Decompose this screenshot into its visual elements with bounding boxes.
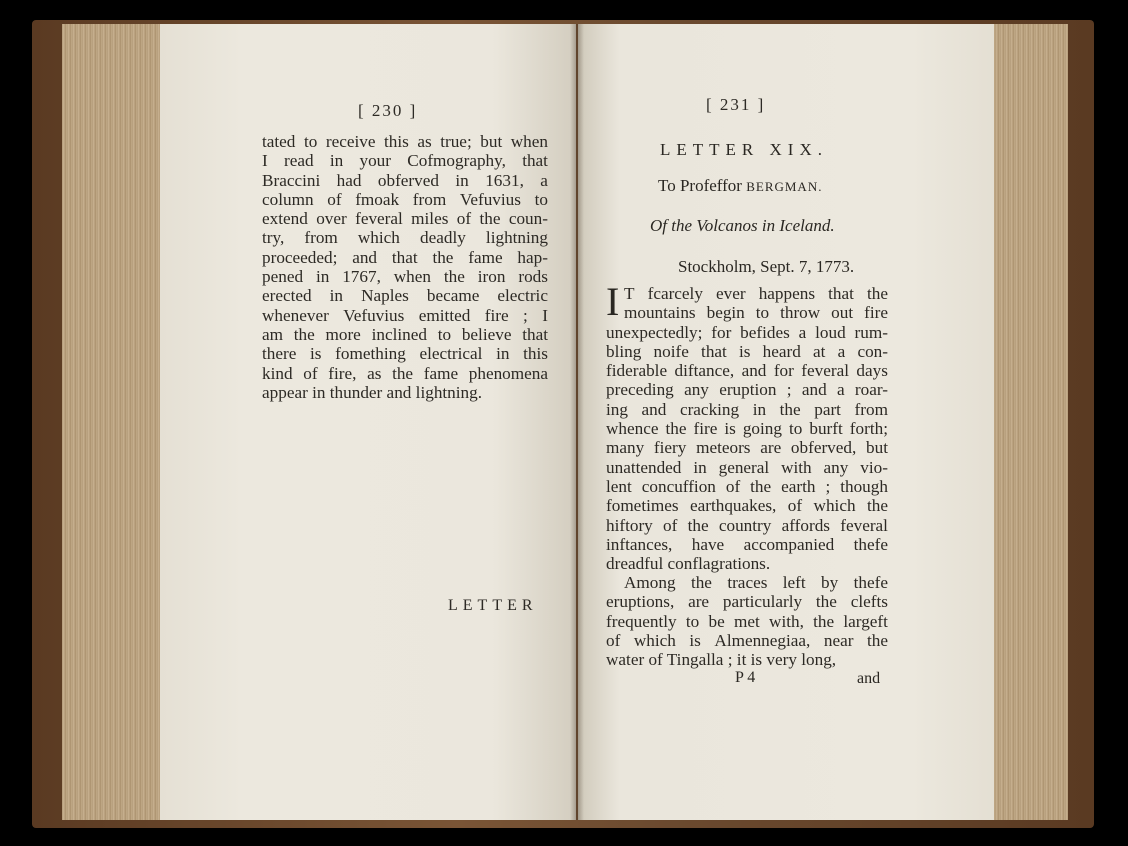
word: roar- (854, 380, 888, 400)
text-line (606, 380, 888, 399)
text-line (262, 151, 548, 170)
word: meteors (696, 438, 751, 458)
word: ; (786, 380, 792, 400)
word: read (284, 151, 314, 171)
word: deadly (420, 228, 466, 248)
word: whence (606, 419, 659, 439)
word: any (823, 457, 849, 477)
word: the (392, 363, 414, 383)
word: of (456, 209, 472, 229)
word: eruptions, (606, 592, 675, 612)
right-paragraph-1 (606, 279, 888, 574)
word: fomething (335, 344, 406, 364)
recipient-name: BERGMAN. (746, 179, 823, 194)
word: inftances, (606, 534, 673, 554)
right-paragraph-2 (606, 573, 888, 669)
text-line (262, 364, 548, 383)
text-line (606, 477, 888, 496)
word: fame (468, 247, 503, 267)
word: feveral (801, 361, 849, 381)
word: is (689, 630, 701, 650)
word: is (739, 341, 751, 361)
word: coun- (508, 209, 548, 229)
word: fire (864, 303, 888, 323)
text-line (606, 342, 888, 361)
word: that (522, 324, 548, 344)
word: extend (262, 209, 308, 229)
text-line-content: water of Tingalla ; it is very long, (606, 650, 837, 670)
word: rum- (854, 322, 888, 342)
word: lent (606, 476, 632, 496)
word: general (718, 457, 770, 477)
word: a (798, 322, 807, 342)
word: the (815, 592, 837, 612)
signature-mark: P 4 (735, 669, 756, 686)
word: Cofmography, (407, 151, 506, 171)
letter-heading: LETTER XIX. (660, 140, 828, 159)
text-line (262, 171, 548, 190)
text-line (606, 612, 888, 631)
word: try, (262, 228, 285, 248)
word: fcarcely (647, 284, 703, 303)
word: Almennegiaa, (714, 630, 811, 650)
text-line-content: appear in thunder and lightning. (262, 382, 483, 402)
word: the (690, 573, 712, 592)
word: affords (781, 515, 830, 535)
word: ever (716, 284, 746, 303)
word: in (315, 267, 330, 287)
text-line (262, 267, 548, 286)
word: ; (825, 476, 831, 496)
word: fire (484, 305, 509, 325)
word: to (788, 419, 803, 439)
word: miles (411, 209, 449, 229)
word: to (437, 324, 452, 344)
word: to (303, 132, 318, 151)
word: in (329, 151, 344, 171)
word: more (325, 324, 361, 344)
word: the (866, 630, 888, 650)
word: to (685, 611, 700, 631)
left-page-edges (62, 24, 166, 820)
word: in (496, 344, 510, 364)
book-gutter (570, 24, 584, 820)
text-line (606, 631, 888, 650)
word: Naples (361, 286, 409, 306)
word: true; (440, 132, 472, 151)
word: a (836, 380, 845, 400)
word: many (606, 438, 645, 458)
word: have (691, 534, 725, 554)
word: pened (262, 267, 304, 287)
word: the (293, 324, 315, 344)
word: earth (781, 476, 816, 496)
word: I (262, 151, 268, 171)
letter-dateline: Stockholm, Sept. 7, 1773. (678, 257, 855, 276)
word: accompanied (743, 534, 835, 554)
word: but (866, 438, 888, 458)
word: hap- (517, 247, 548, 267)
word: fiery (653, 438, 687, 458)
word: at (813, 341, 826, 361)
text-line (262, 190, 548, 209)
word: as (417, 132, 432, 151)
word: the (866, 496, 888, 516)
word: obferved (377, 170, 439, 190)
letter-recipient (658, 176, 822, 196)
text-line (606, 573, 888, 592)
right-catchword: and (857, 670, 881, 687)
word: loud (815, 322, 846, 342)
word: going (742, 419, 782, 439)
word: feveral (355, 209, 403, 229)
word: when (510, 132, 548, 151)
word: there (262, 344, 297, 364)
word: fometimes (606, 496, 679, 516)
word: preceding (606, 380, 674, 400)
word: rods (518, 267, 548, 287)
word: from (412, 189, 447, 209)
word: became (426, 286, 480, 306)
word: to (534, 189, 548, 209)
text-line (606, 303, 888, 322)
word: bling (606, 341, 642, 361)
word: a (837, 341, 846, 361)
word: of (725, 476, 741, 496)
text-line (606, 516, 888, 535)
word: fire (693, 419, 718, 439)
text-line (606, 592, 888, 611)
drop-cap: I (606, 279, 620, 324)
word: and (641, 399, 667, 419)
word: believe (461, 324, 512, 344)
word: days (856, 361, 888, 381)
word: 1631, (485, 170, 524, 190)
word: particularly (722, 592, 803, 612)
word: Vefuvius (459, 189, 521, 209)
word: and (352, 247, 378, 267)
word: befides (740, 322, 790, 342)
word: and (741, 361, 767, 381)
word: which (633, 630, 676, 650)
text-line (262, 325, 548, 344)
word: part (814, 399, 841, 419)
word: of (327, 189, 342, 209)
word: inclined (371, 324, 427, 344)
word: electric (497, 286, 548, 306)
word: phenomena (468, 363, 548, 383)
word: unattended (606, 457, 682, 477)
word: Braccini (262, 170, 321, 190)
word: obferved, (790, 438, 857, 458)
word: concuffion (641, 476, 716, 496)
word: by (821, 573, 839, 592)
word: for (711, 322, 732, 342)
word: thefe (853, 573, 888, 592)
word: had (336, 170, 362, 190)
right-page-number: [ 231 ] (706, 95, 766, 114)
word: and (801, 380, 827, 400)
right-page-edges (990, 24, 1068, 820)
word: are (760, 438, 782, 458)
word: unexpectedly; (606, 322, 703, 342)
word: which (813, 496, 856, 516)
word: electrical (419, 344, 483, 364)
text-line (606, 419, 888, 438)
word: this (383, 132, 409, 151)
word: diftance, (674, 361, 735, 381)
word: the (432, 247, 454, 267)
left-catchword: LETTER (448, 597, 538, 614)
text-line (606, 496, 888, 515)
word: that (701, 341, 727, 361)
word: frequently (606, 611, 677, 631)
word: that (522, 151, 548, 171)
text-line (606, 650, 888, 669)
word: the (813, 611, 835, 631)
word: fiderable (606, 361, 668, 381)
word: clefts (850, 592, 888, 612)
text-line (262, 344, 548, 363)
left-page-number: [ 230 ] (358, 101, 418, 120)
word: receive (325, 132, 376, 151)
word: but (480, 132, 503, 151)
word: the (443, 267, 465, 287)
word: of (303, 363, 318, 383)
word: this (523, 344, 548, 364)
left-page-body (262, 132, 548, 402)
text-line (262, 132, 548, 151)
word: column (262, 189, 314, 209)
word: of (606, 630, 621, 650)
word: when (393, 267, 431, 287)
word: with (781, 457, 812, 477)
word: as (367, 363, 382, 383)
word: any (684, 380, 709, 400)
word: are (688, 592, 710, 612)
word: Among (624, 573, 676, 592)
text-line (262, 306, 548, 325)
letter-subject: Of the Volcanos in Iceland. (650, 216, 835, 235)
text-line (262, 286, 548, 305)
word: the (479, 209, 501, 229)
word: the (779, 399, 801, 419)
text-line (262, 248, 548, 267)
word: traces (727, 573, 768, 592)
word: near (823, 630, 854, 650)
word: is (310, 344, 322, 364)
word: lightning (485, 228, 548, 248)
word: met (734, 611, 760, 631)
word: fame (423, 363, 459, 383)
word: the (750, 476, 772, 496)
word: tated (262, 132, 296, 151)
word: feveral (840, 515, 888, 535)
word: for (773, 361, 794, 381)
word: fire, (328, 363, 357, 383)
text-line (606, 554, 888, 573)
word: of (787, 496, 803, 516)
word: that (828, 284, 854, 303)
word: happens (758, 284, 816, 303)
word: which (357, 228, 400, 248)
word: fmoak (355, 189, 400, 209)
word: begin (706, 303, 745, 323)
word: a (540, 170, 548, 190)
word: be (708, 611, 725, 631)
word: in (693, 457, 707, 477)
word: the (665, 419, 687, 439)
word: mountains (624, 303, 696, 323)
word: proceeded; (262, 247, 338, 267)
word: forth; (849, 419, 888, 439)
text-line (262, 383, 548, 402)
word: am (262, 324, 283, 344)
word: the (867, 284, 888, 303)
word: that (391, 247, 418, 267)
word: throw (780, 303, 821, 323)
word: to (755, 303, 770, 323)
word: the (687, 515, 709, 535)
word: over (316, 209, 347, 229)
word: hiftory (606, 515, 653, 535)
recipient-prefix: To Profeffor (658, 176, 747, 195)
word: Vefuvius (343, 305, 405, 325)
word: kind (262, 363, 293, 383)
text-line (606, 361, 888, 380)
word: erected (262, 286, 312, 306)
word: 1767, (342, 267, 381, 287)
word: out (831, 303, 854, 323)
word: noife (653, 341, 689, 361)
word: though (840, 476, 888, 496)
word: from (854, 399, 888, 419)
text-line (262, 209, 548, 228)
word: I (542, 305, 548, 325)
text-line (606, 458, 888, 477)
word: earthquakes, (689, 496, 777, 516)
word: whenever (262, 305, 329, 325)
word: from (304, 228, 338, 248)
word: iron (477, 267, 506, 287)
text-line (606, 323, 888, 342)
word: your (359, 151, 391, 171)
word: is (724, 419, 736, 439)
word: left (782, 573, 806, 592)
text-line (606, 284, 888, 303)
word: in (329, 286, 344, 306)
text-line (606, 535, 888, 554)
word: thefe (853, 534, 888, 554)
word: country (718, 515, 772, 535)
word: in (455, 170, 469, 190)
word: of (663, 515, 678, 535)
word: with, (769, 611, 804, 631)
text-line (606, 438, 888, 457)
word: largeft (843, 611, 888, 631)
word: vio- (860, 457, 888, 477)
word: ; (523, 305, 528, 325)
word: con- (857, 341, 888, 361)
word: burft (809, 419, 843, 439)
text-line (262, 228, 548, 247)
word: eruption (719, 380, 777, 400)
word: ing (606, 399, 628, 419)
word: cracking (679, 399, 740, 419)
word: heard (762, 341, 801, 361)
word: T (624, 284, 635, 303)
text-line-content: dreadful conflagrations. (606, 554, 771, 574)
word: emitted (418, 305, 471, 325)
text-line (606, 400, 888, 419)
word: in (752, 399, 767, 419)
